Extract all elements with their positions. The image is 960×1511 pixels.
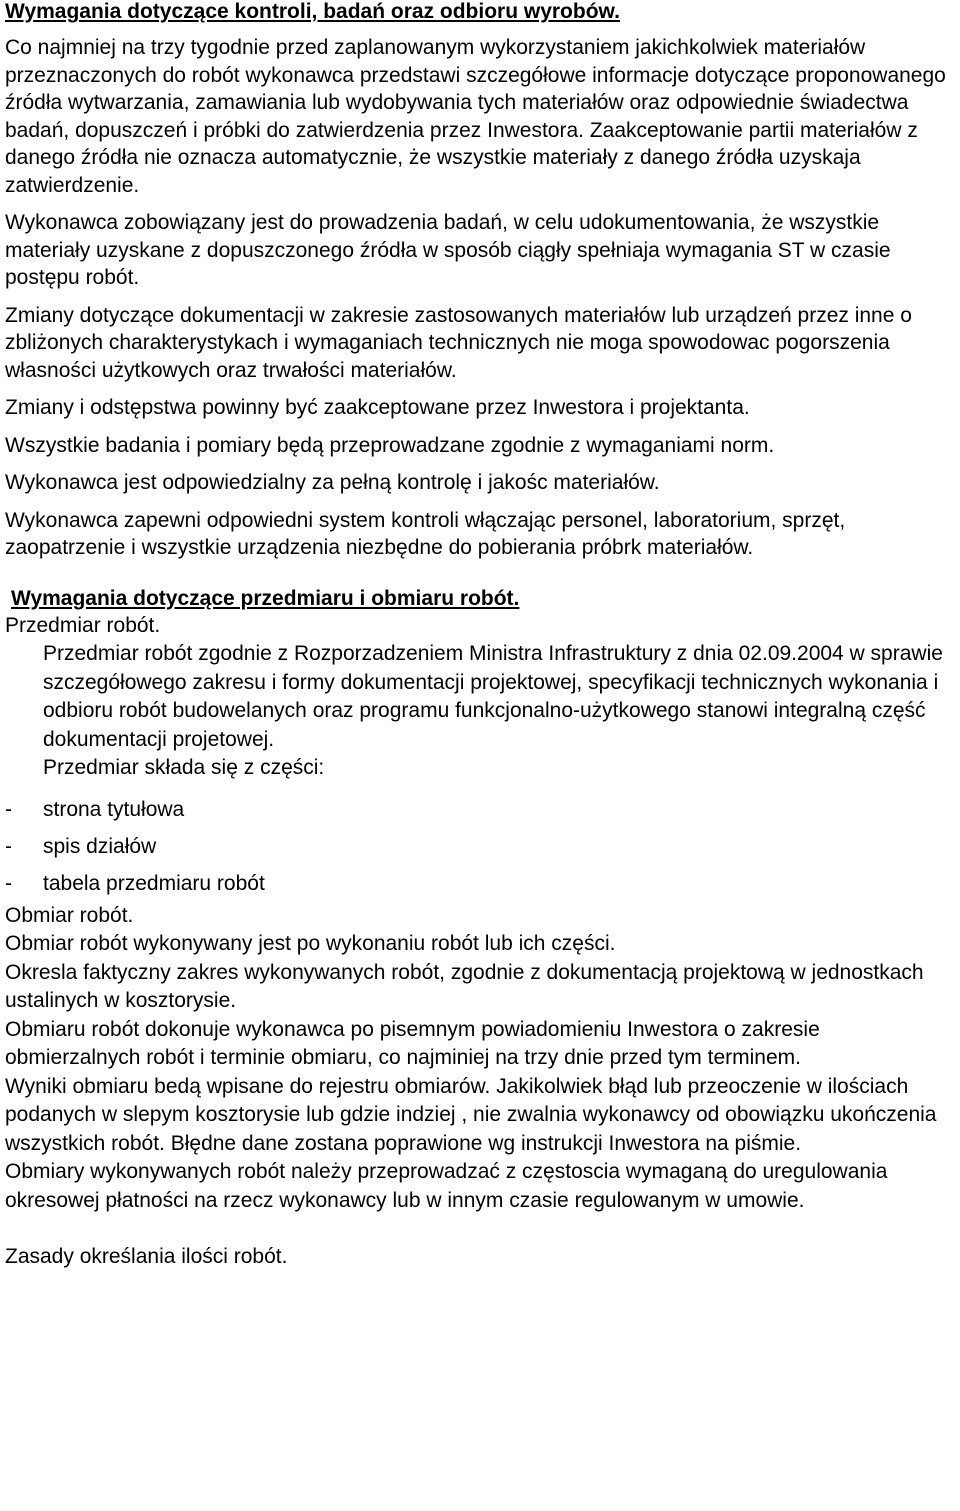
section-heading-przedmiar-obmiar: Wymagania dotyczące przedmiaru i obmiaru robót. (11, 586, 520, 610)
list-item: - tabela przedmiaru robót (5, 865, 955, 902)
paragraph-badania-pomiary: Wszystkie badania i pomiary będą przeprowadzane zgodnie z wymaganiami norm. (5, 433, 775, 457)
paragraph-odpowiedzialnosc: Wykonawca jest odpowiedzialny za pełną kontrolę i jakośc materiałów. (5, 471, 660, 494)
paragraph-przedmiar-rozporzadzenie: Przedmiar robót zgodnie z Rozporzadzeniem Ministra Infrastruktury z dnia 02.09.2004 w sprawie szczegółowego zakresu i formy dokumentacji projektowej, specyfikacji technicznych wykonania i odbioru robót budowelanych oraz programu funkcjonalno-użytkowego stanowi integralną część dokumentacji projetowej. (43, 642, 943, 751)
przedmiar-parts-list (5, 791, 955, 902)
paragraph-obmiar-1: Obmiar robót wykonywany jest po wykonaniu robót lub ich części. (5, 932, 616, 955)
section-heading-kontrola: Wymagania dotyczące kontroli, badań oraz odbioru wyrobów. (5, 0, 620, 23)
przedmiar-sklad-intro: Przedmiar składa się z części: (43, 756, 325, 779)
paragraph-obmiar-2: Okresla faktyczny zakres wykonywanych robót, zgodnie z dokumentacją projektową w jednostkach ustalinych w kosztorysie. (5, 960, 924, 1012)
przedmiar-title: Przedmiar robót. (5, 613, 161, 637)
document-page (5, 0, 955, 1272)
paragraph-system-kontroli: Wykonawca zapewni odpowiedni system kontroli włączając personel, laboratorium, sprzęt, zaopatrzenie i wszystkie urządzenia niezbędne do pobierania próbrk materiałów. (5, 508, 846, 559)
paragraph-badania-wykonawcy: Wykonawca zobowiązany jest do prowadzenia badań, w celu udokumentowania, że wszystkie materiały uzyskane z dopuszczonego źródła w sposób ciągły spełniaja wymagania ST w czasie postępu robót. (5, 211, 891, 289)
list-item: - spis działów (5, 828, 955, 865)
bullet-dash: - (5, 871, 12, 895)
obmiar-title: Obmiar robót. (5, 903, 134, 927)
paragraph-materialy-zrodla: Co najmniej na trzy tygodnie przed zaplanowanym wykorzystaniem jakichkolwiek materiałów przeznaczonych do robót wykonawca przedstawi szczegółowe informacje dotyczące proponowanego źródła wytwarzania, zamawiania lub wydobywania tych materiałów oraz odpowiednie świadectwa badań, dopuszczeń i próbki do zatwierdzenia przez Inwestora. Zaakceptowanie partii materiałów z danego źródła nie oznacza automatycznie, że wszystkie materiały z danego źródła uzyskaja zatwierdzenie. (5, 36, 946, 197)
paragraph-obmiar-4: Wyniki obmiaru bedą wpisane do rejestru obmiarów. Jakikolwiek błąd lub przeoczenie w ilościach podanych w slepym kosztorysie lub gdzie indziej , nie zwalnia wykonawcy od obowiązku ukończenia wszystkich robót. Błędne dane zostana poprawione wg instrukcji Inwestora na piśmie. (5, 1074, 937, 1155)
paragraph-zmiany-odstepstwa: Zmiany i odstępstwa powinny być zaakceptowane przez Inwestora i projektanta. (5, 396, 750, 419)
paragraph-obmiar-5: Obmiary wykonywanych robót należy przeprowadzać z częstoscia wymaganą do uregulowania okresowej płatności na rzecz wykonawcy lub w innym czasie regulowanym w umowie. (5, 1160, 888, 1212)
zasady-title: Zasady określania ilości robót. (5, 1245, 288, 1268)
paragraph-obmiar-3: Obmiaru robót dokonuje wykonawca po pisemnym powiadomieniu Inwestora o zakresie obmierzalnych robót i terminie obmiaru, co najminiej na trzy dnie przed tym terminem. (5, 1017, 820, 1069)
bullet-dash: - (5, 797, 12, 821)
paragraph-zmiany-dokumentacji: Zmiany dotyczące dokumentacji w zakresie zastosowanych materiałów lub urządzeń przez inne o zbliżonych charakterystykach i wymaganiach technicznych nie moga spowodowac pogorszenia własności użytkowych oraz trwałości materiałów. (5, 303, 912, 382)
bullet-dash: - (5, 834, 12, 858)
list-item: - strona tytułowa (5, 791, 955, 828)
